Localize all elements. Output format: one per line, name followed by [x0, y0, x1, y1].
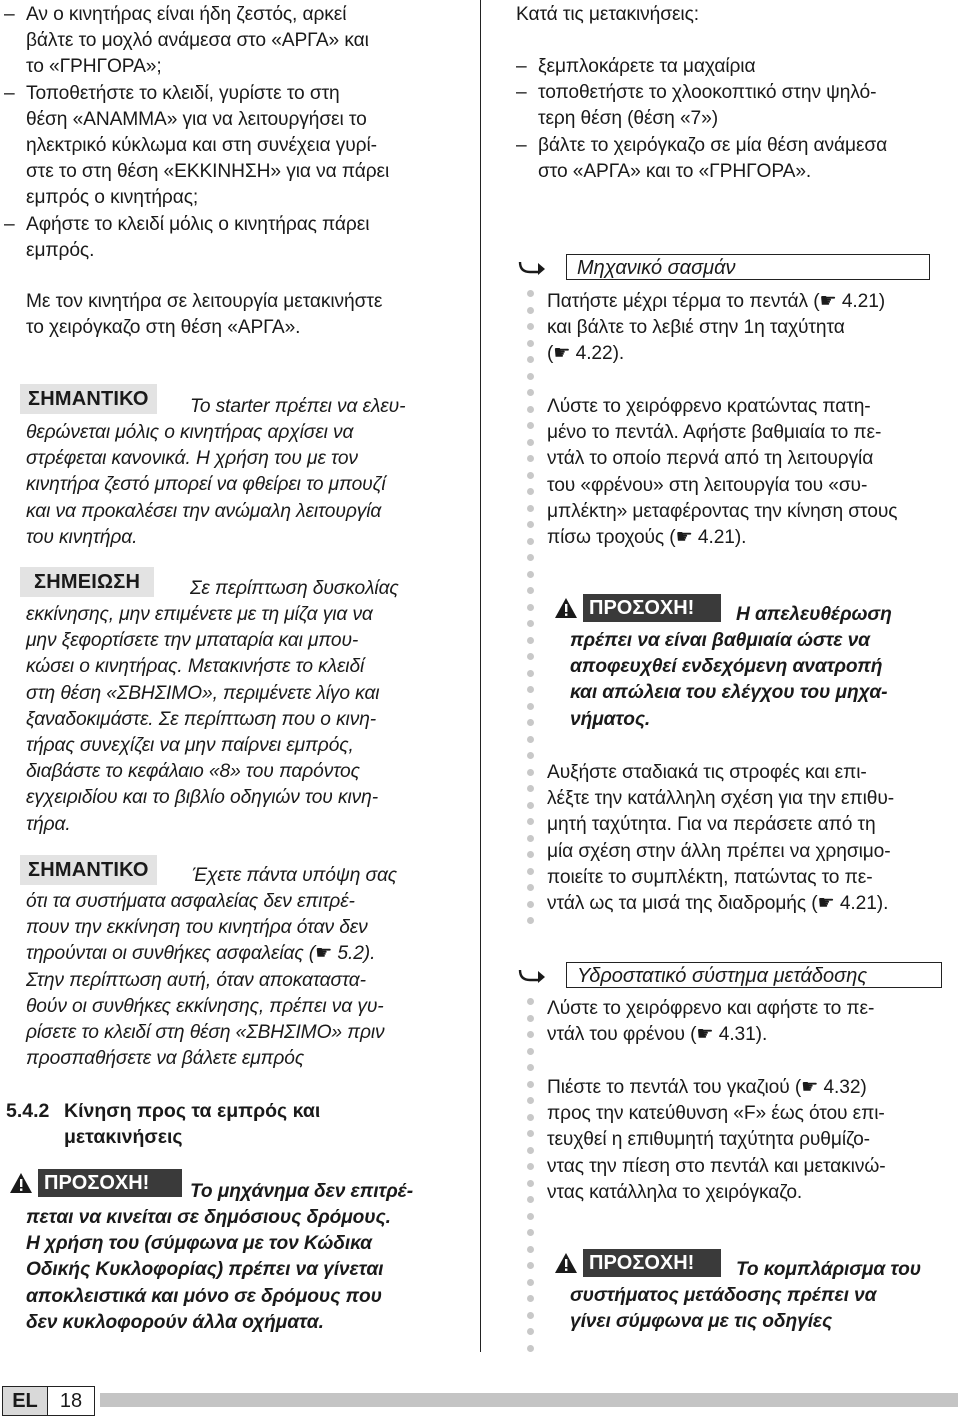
move-line: βάλτε το χειρόγκαζο σε μία θέση ανάμεσα: [538, 134, 888, 156]
margin-dot: [527, 719, 534, 726]
margin-dot: [527, 653, 534, 660]
margin-dot: [527, 1229, 534, 1236]
move-line: τοποθετήστε το χλοοκοπτικό στην ψηλό-: [538, 82, 877, 104]
margin-dot: [527, 686, 534, 693]
section-number: 5.4.2: [6, 1100, 50, 1122]
warning-line: αποφευχθεί ενδεχόμενη ανατροπή: [570, 656, 883, 678]
margin-dot: [527, 521, 534, 528]
warning-line: πρέπει να είναι βαθμιαία ώστε να: [570, 630, 870, 651]
arrow-bullet-icon: [516, 966, 546, 989]
warning-first-line: Η απελευθέρωση: [736, 604, 892, 625]
step-line: Αφήστε το κλειδί μόλις ο κινητήρας πάρει: [26, 213, 370, 235]
paragraph-line: Πιέστε το πεντάλ του γκαζιού (☛ 4.32): [547, 1077, 867, 1098]
warning-triangle-icon: [549, 1249, 583, 1277]
move-line: στο «ΑΡΓΑ» και το «ΓΡΗΓΟΡΑ».: [538, 160, 812, 182]
margin-dot: [527, 818, 534, 825]
warning-line: Οδικής Κυκλοφορίας) πρέπει να γίνεται: [26, 1259, 384, 1281]
hydro-paragraph-2: [547, 1075, 957, 1206]
margin-dot: [527, 1097, 534, 1104]
margin-dot: [527, 1163, 534, 1170]
warning-line: Η χρήση του (σύμφωνα με τον Κώδικα: [26, 1233, 372, 1255]
step-line: ηλεκτρικό κύκλωμα και στη συνέχεια γυρί-: [26, 135, 377, 157]
dotted-margin: [527, 998, 535, 1361]
important-line: προσπαθήσετε να βάλετε εμπρός: [26, 1048, 305, 1070]
warning-first-line: Το κομπλάρισμα του: [736, 1259, 922, 1280]
margin-dot: [527, 1015, 534, 1022]
mech-paragraph-1: [547, 289, 957, 368]
step-item: [4, 2, 464, 81]
page-indicator: [2, 1386, 95, 1416]
important-line: θερώνεται μόλις ο κινητήρας αρχίσει να: [26, 422, 354, 443]
warning-line: και απώλεια του ελέγχου του μηχα-: [570, 682, 888, 704]
step-line: Αν ο κινητήρας είναι ήδη ζεστός, αρκεί: [26, 4, 347, 25]
important-line: στρέφεται κανονικά. Η χρήση του με τον: [26, 448, 358, 470]
margin-dot: [527, 1328, 534, 1335]
section-title-mechanical: Μηχανικό σασμάν: [566, 254, 930, 280]
margin-dot: [527, 356, 534, 363]
margin-dot: [527, 1048, 534, 1055]
margin-dot: [527, 1064, 534, 1071]
move-item: [516, 54, 956, 80]
arrow-bullet-icon: [516, 258, 546, 281]
language-code: EL: [3, 1387, 48, 1415]
margin-dot: [527, 1312, 534, 1319]
warning-label: ΠΡΟΣΟΧΗ!: [44, 1172, 150, 1194]
paragraph-line: λέξτε την κατάλληλη σχέση για την επιθυ-: [547, 788, 895, 810]
margin-dot: [527, 1147, 534, 1154]
margin-dot: [527, 422, 534, 429]
dash-marker: –: [4, 82, 15, 104]
margin-dot: [527, 1213, 534, 1220]
step-line: βάλτε το μοχλό ανάμεσα στο «ΑΡΓΑ» και: [26, 30, 369, 52]
margin-dot: [527, 620, 534, 627]
section-title-line: Κίνηση προς τα εμπρός και: [64, 1100, 321, 1122]
margin-dot: [527, 307, 534, 314]
paragraph-line: μπλέκτη» μεταφέροντας την κίνηση στους: [547, 500, 898, 522]
paragraph-throttle: [26, 289, 466, 341]
important-first-line: Το starter πρέπει να ελευ-: [190, 396, 406, 417]
important-label: ΣΗΜΑΝΤΙΚΟ: [20, 384, 157, 414]
section-title-hydrostatic: Υδροστατικό σύστημα μετάδοσης: [566, 962, 942, 988]
warning-badge: [549, 594, 721, 622]
paragraph-line: ντάλ ως τα μισά της διαδρομής (☛ 4.21).: [547, 893, 889, 915]
margin-dot: [527, 1130, 534, 1137]
margin-dot: [527, 1246, 534, 1253]
margin-dot: [527, 884, 534, 891]
margin-dot: [527, 373, 534, 380]
margin-dot: [527, 901, 534, 908]
important-line: Στην περίπτωση αυτή, όταν αποκαταστα-: [26, 969, 366, 991]
step-line: θέση «ΑΝΑΜΜΑ» για να λειτουργήσει το: [26, 108, 367, 130]
margin-dot: [527, 406, 534, 413]
margin-dot: [527, 389, 534, 396]
note-line: εκκίνησης, μην επιμένετε με τη μίζα για να: [26, 604, 373, 625]
warning-label: ΠΡΟΣΟΧΗ!: [589, 1252, 695, 1274]
warning-first-line: Το μηχάνημα δεν επιτρέ-: [190, 1181, 414, 1202]
important-label: ΣΗΜΑΝΤΙΚΟ: [20, 855, 157, 885]
margin-dot: [527, 736, 534, 743]
warning-text: [26, 1205, 466, 1336]
warning-line: δεν κυκλοφορούν άλλα οχήματα.: [26, 1311, 324, 1333]
note-line: μην ξεφορτίσετε την μπαταρία και μπου-: [26, 630, 359, 652]
note-label: ΣΗΜΕΙΩΣΗ: [20, 567, 154, 597]
margin-dot: [527, 587, 534, 594]
paragraph-line: ντάλ του φρένου (☛ 4.31).: [547, 1024, 768, 1046]
warning-line: πεται να κινείται σε δημόσιους δρόμους.: [26, 1207, 391, 1228]
margin-dot: [527, 703, 534, 710]
note-line: στη θέση «ΣΒΗΣΙΜΟ», περιμένετε λίγο και: [26, 682, 380, 704]
paragraph-line: (☛ 4.22).: [547, 343, 625, 365]
page-number: 18: [59, 1390, 83, 1412]
footer-band: [100, 1393, 958, 1407]
paragraph-line: τευχθεί η επιθυμητή ταχύτητα ρυθμίζο-: [547, 1129, 870, 1151]
margin-dot: [527, 835, 534, 842]
dash-marker: –: [516, 134, 527, 156]
paragraph-line: Αυξήστε σταδιακά τις στροφές και επι-: [547, 762, 867, 783]
margin-dot: [527, 851, 534, 858]
step-line: εμπρός.: [26, 239, 95, 261]
paragraph-line: Με τον κινητήρα σε λειτουργία μετακινήστε: [26, 291, 383, 312]
margin-dot: [527, 571, 534, 578]
note-line: κώσει ο κινητήρας. Μετακινήστε το κλειδί: [26, 656, 365, 678]
margin-dot: [527, 785, 534, 792]
paragraph-line: ποιείτε το συμπλέκτη, πατώντας το πε-: [547, 866, 873, 888]
margin-dot: [527, 752, 534, 759]
move-item: [516, 133, 956, 185]
warning-triangle-icon: [4, 1169, 38, 1197]
margin-dot: [527, 604, 534, 611]
margin-dot: [527, 1031, 534, 1038]
paragraph-line: Λύστε το χειρόφρενο κρατώντας πατη-: [547, 396, 871, 417]
paragraph-line: Λύστε το χειρόφρενο και αφήστε το πε-: [547, 998, 875, 1019]
warning-line: γίνει σύμφωνα με τις οδηγίες: [570, 1311, 833, 1333]
margin-dot: [527, 868, 534, 875]
margin-dot: [527, 769, 534, 776]
margin-dot: [527, 1295, 534, 1302]
margin-dot: [527, 554, 534, 561]
step-line: το «ΓΡΗΓΟΡΑ»;: [26, 56, 162, 78]
dash-marker: –: [516, 82, 527, 104]
warning-badge: [549, 1249, 721, 1277]
step-line: Τοποθετήστε το κλειδί, γυρίστε το στη: [26, 82, 340, 104]
dash-marker: –: [4, 4, 15, 25]
margin-dot: [527, 455, 534, 462]
important-line: ρίσετε το κλειδί στη θέση «ΣΒΗΣΙΜΟ» πριν: [26, 1022, 385, 1044]
warning-line: νήματος.: [570, 708, 651, 730]
moves-intro: Κατά τις μετακινήσεις:: [516, 4, 699, 25]
warning-line: συστήματος μετάδοσης πρέπει να: [570, 1285, 877, 1306]
margin-dot: [527, 488, 534, 495]
warning-text: [570, 1283, 958, 1335]
note-first-line: Σε περίπτωση δυσκολίας: [190, 578, 399, 599]
important-line: τηρούνται οι συνθήκες ασφαλείας (☛ 5.2).: [26, 943, 376, 965]
paragraph-line: πίσω τροχούς (☛ 4.21).: [547, 527, 747, 549]
note-line: εγχειριδίου και το βιβλίο οδηγιών του κινη-: [26, 787, 378, 809]
paragraph-line: ντας την πίεση στο πεντάλ και μετακινώ-: [547, 1155, 886, 1177]
paragraph-line: μητή ταχύτητα. Για να περάσετε από τη: [547, 814, 876, 836]
warning-text: [570, 628, 958, 733]
important-first-line: Έχετε πάντα υπόψη σας: [192, 865, 398, 886]
step-list: [4, 2, 464, 264]
paragraph-line: το χειρόγκαζο στη θέση «ΑΡΓΑ».: [26, 317, 301, 339]
important-text: [26, 420, 466, 551]
note-line: διαβάστε το κεφάλαιο «8» του παρόντος: [26, 761, 360, 783]
margin-dot: [527, 637, 534, 644]
margin-dot: [527, 1196, 534, 1203]
step-line: στε το στη θέση «ΕΚΚΙΝΗΣΗ» για να πάρει: [26, 161, 390, 183]
note-line: ξαναδοκιμάστε. Σε περίπτωση που ο κινη-: [26, 708, 377, 730]
paragraph-line: του «φρένου» στη λειτουργία του «συ-: [547, 474, 868, 496]
warning-line: αποκλειστικά και μόνο σε δρόμους που: [26, 1285, 382, 1307]
note-line: τήρα.: [26, 813, 71, 835]
margin-dot: [527, 1279, 534, 1286]
margin-dot: [527, 670, 534, 677]
paragraph-line: και βάλτε το λεβιέ στην 1η ταχύτητα: [547, 317, 845, 339]
dotted-margin: [527, 290, 535, 934]
important-line: και να προκαλέσει την ανώμαλη λειτουργία: [26, 500, 382, 522]
paragraph-line: ντας κατάλληλα το χειρόγκαζο.: [547, 1181, 803, 1203]
margin-dot: [527, 340, 534, 347]
note-text: [26, 602, 466, 838]
column-divider: [480, 0, 481, 1352]
important-text: [26, 889, 466, 1072]
margin-dot: [527, 290, 534, 297]
important-line: του κινητήρα.: [26, 526, 138, 548]
margin-dot: [527, 917, 534, 924]
important-line: κινητήρα ζεστό μπορεί να φθείρει το μπουζί: [26, 474, 386, 496]
margin-dot: [527, 1114, 534, 1121]
warning-triangle-icon: [549, 594, 583, 622]
moves-list: [516, 54, 956, 185]
hydro-paragraph-1: [547, 996, 957, 1048]
margin-dot: [527, 323, 534, 330]
important-line: ότι τα συστήματα ασφαλείας δεν επιτρέ-: [26, 891, 355, 912]
step-line: εμπρός ο κινητήρας;: [26, 187, 199, 209]
step-item: [4, 212, 464, 264]
margin-dot: [527, 1262, 534, 1269]
important-line: πουν την εκκίνηση του κινητήρα όταν δεν: [26, 917, 368, 939]
step-item: [4, 81, 464, 212]
note-line: τήρας συνεχίζει να μην παίρνει εμπρός,: [26, 735, 354, 757]
paragraph-line: Πατήστε μέχρι τέρμα το πεντάλ (☛ 4.21): [547, 291, 886, 312]
paragraph-line: ντάλ το οποίο περνά από τη λειτουργία: [547, 448, 874, 470]
paragraph-line: μία σχέση στην άλλη πρέπει να χρησιμο-: [547, 840, 891, 862]
margin-dot: [527, 538, 534, 545]
warning-label: ΠΡΟΣΟΧΗ!: [589, 597, 695, 619]
margin-dot: [527, 472, 534, 479]
dash-marker: –: [516, 56, 527, 77]
margin-dot: [527, 1345, 534, 1352]
section-title-line: μετακινήσεις: [64, 1126, 183, 1148]
paragraph-line: προς την κατεύθυνση «F» έως ότου επι-: [547, 1103, 885, 1125]
move-line: τερη θέση (θέση «7»): [538, 108, 718, 130]
margin-dot: [527, 1081, 534, 1088]
warning-badge: [4, 1169, 182, 1197]
section-title: [64, 1098, 320, 1150]
margin-dot: [527, 505, 534, 512]
margin-dot: [527, 1180, 534, 1187]
move-line: ξεμπλοκάρετε τα μαχαίρια: [538, 56, 756, 77]
mech-paragraph-2: [547, 394, 957, 551]
dash-marker: –: [4, 213, 15, 235]
margin-dot: [527, 802, 534, 809]
margin-dot: [527, 998, 534, 1005]
mech-paragraph-3: [547, 760, 957, 917]
important-line: θούν οι συνθήκες εκκίνησης, πρέπει να γυ-: [26, 995, 384, 1017]
margin-dot: [527, 439, 534, 446]
paragraph-line: μένο το πεντάλ. Αφήστε βαθμιαία το πε-: [547, 422, 882, 444]
move-item: [516, 80, 956, 132]
